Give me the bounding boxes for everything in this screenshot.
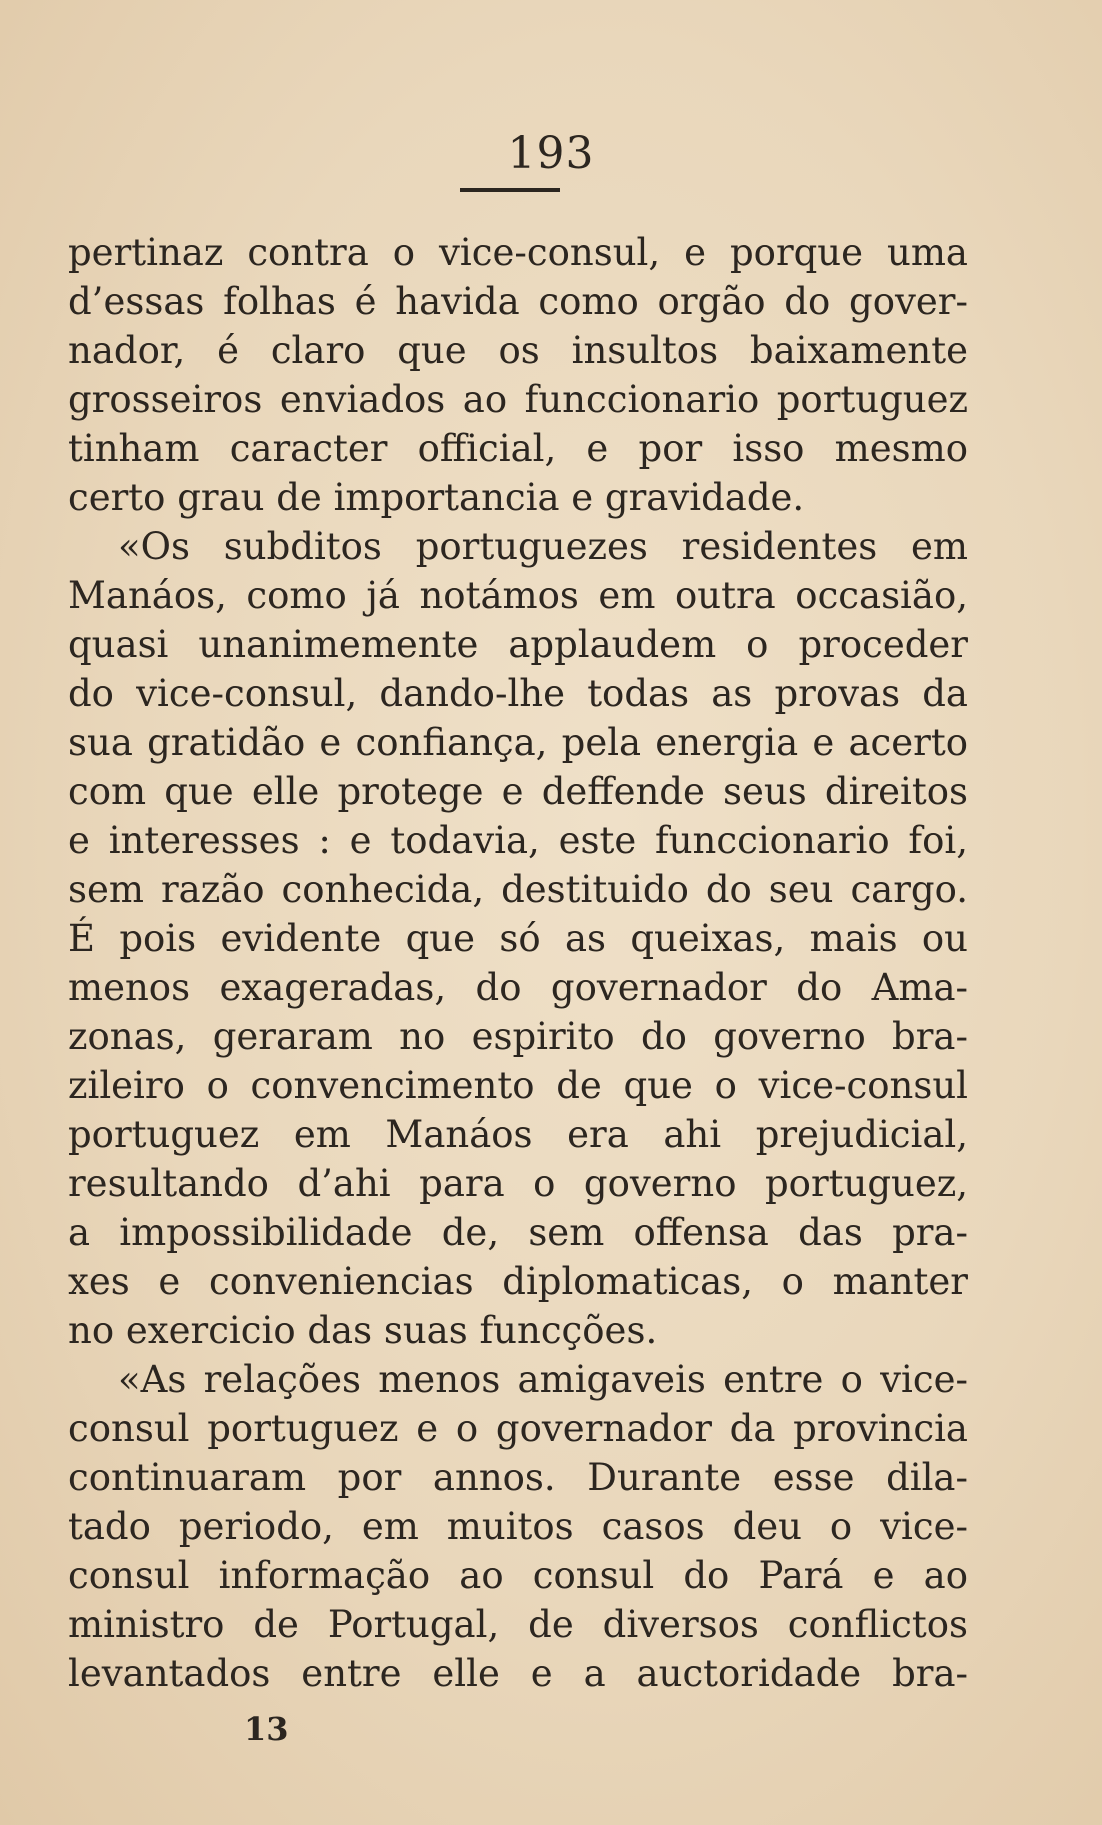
text-line: «Os subditos portuguezes residentes em	[118, 525, 968, 568]
text-line: zonas, geraram no espirito do governo bra-	[68, 1015, 968, 1058]
text-line: consul portuguez e o governador da provincia	[68, 1407, 968, 1450]
text-line: e interesses : e todavia, este funccionario foi,	[68, 819, 968, 862]
text-line: do vice-consul, dando-lhe todas as provas da	[68, 672, 968, 715]
text-line: certo grau de importancia e gravidade.	[68, 476, 805, 519]
signature-mark: 13	[244, 1710, 289, 1748]
text-line: levantados entre elle e a auctoridade bra-	[68, 1652, 968, 1695]
text-line: com que elle protege e deffende seus direitos	[68, 770, 968, 813]
text-line: menos exageradas, do governador do Ama-	[68, 966, 968, 1009]
text-line: zileiro o convencimento de que o vice-consul	[68, 1064, 968, 1107]
text-line: sem razão conhecida, destituido do seu cargo.	[68, 868, 968, 911]
text-line: tado periodo, em muitos casos deu o vice-	[68, 1505, 968, 1548]
text-line: xes e conveniencias diplomaticas, o manter	[68, 1260, 968, 1303]
text-line: no exercicio das suas funcções.	[68, 1309, 658, 1352]
page-number: 193	[507, 128, 595, 179]
text-line: Manáos, como já notámos em outra occasião,	[68, 574, 968, 617]
text-line: nador, é claro que os insultos baixamente	[68, 329, 968, 372]
text-line: «As relações menos amigaveis entre o vice-	[118, 1358, 968, 1401]
text-line: grosseiros enviados ao funccionario portuguez	[68, 378, 968, 421]
header-rule	[460, 188, 560, 192]
text-line: ministro de Portugal, de diversos conflictos	[68, 1603, 968, 1646]
text-line: consul informação ao consul do Pará e ao	[68, 1554, 968, 1597]
text-line: portuguez em Manáos era ahi prejudicial,	[68, 1113, 968, 1156]
text-line: quasi unanimemente applaudem o proceder	[68, 623, 968, 666]
text-line: sua gratidão e confiança, pela energia e acerto	[68, 721, 968, 764]
text-line: continuaram por annos. Durante esse dila-	[68, 1456, 968, 1499]
text-line: pertinaz contra o vice-consul, e porque uma	[68, 231, 968, 274]
text-line: É pois evidente que só as queixas, mais ou	[68, 917, 968, 960]
text-line: tinham caracter official, e por isso mesmo	[68, 427, 968, 470]
body-text	[68, 228, 968, 1698]
text-line: a impossibilidade de, sem offensa das pra-	[68, 1211, 968, 1254]
text-line: d’essas folhas é havida como orgão do gover-	[68, 280, 968, 323]
text-line: resultando d’ahi para o governo portuguez,	[68, 1162, 968, 1205]
